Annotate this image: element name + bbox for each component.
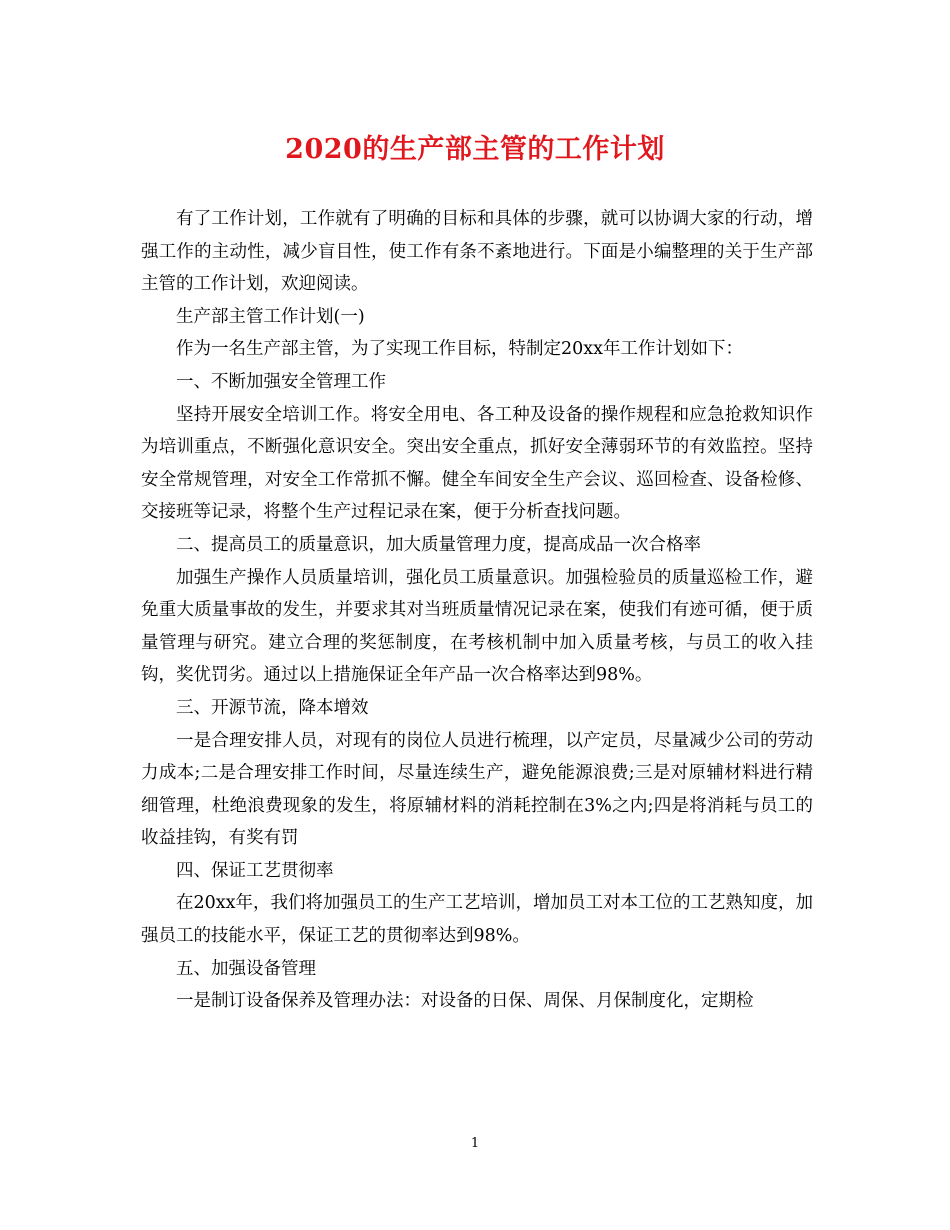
section-heading-safety: 一、不断加强安全管理工作 — [176, 371, 386, 392]
section-heading-equipment: 五、加强设备管理 — [176, 958, 316, 979]
intro-paragraph: 有了工作计划，工作就有了明确的目标和具体的步骤，就可以协调大家的行动，增强工作的主动性，减少盲目性，使工作有条不紊地进行。下面是小编整理的关于生产部主管的工作计划，欢迎阅读。 — [141, 209, 813, 295]
process-paragraph: 在20xx年，我们将加强员工的生产工艺培训，增加员工对本工位的工艺熟知度，加强员工的技能水平，保证工艺的贯彻率达到98%。 — [141, 893, 814, 947]
safety-paragraph: 坚持开展安全培训工作。将安全用电、各工种及设备的操作规程和应急抢救知识作为培训重点，不断强化意识安全。突出安全重点，抓好安全薄弱环节的有效监控。坚持安全常规管理，对安全工作常抓不懈。健全车间安全生产会议、巡回检查、设备检修、交接班等记录，将整个生产过程记录在案，便于分析查找问题。 — [141, 404, 813, 523]
page-number: 1 — [470, 1136, 480, 1151]
section-heading-quality: 二、提高员工的质量意识，加大质量管理力度，提高成品一次合格率 — [176, 534, 701, 555]
document-body — [141, 203, 813, 1018]
section-heading-process: 四、保证工艺贯彻率 — [176, 860, 334, 881]
section-heading-cost: 三、开源节流，降本增效 — [176, 697, 369, 718]
cost-paragraph: 一是合理安排人员，对现有的岗位人员进行梳理，以产定员，尽量减少公司的劳动力成本;二是合理安排工作时间，尽量连续生产，避免能源浪费;三是对原辅材料进行精细管理，杜绝浪费现象的发生，将原辅材料的消耗控制在3%之内;四是将消耗与员工的收益挂钩，有奖有罚 — [141, 730, 813, 849]
plan-intro-paragraph: 作为一名生产部主管，为了实现工作目标，特制定20xx年工作计划如下： — [176, 339, 744, 360]
section-heading-plan-one: 生产部主管工作计划(一) — [176, 306, 365, 327]
equipment-paragraph: 一是制订设备保养及管理办法：对设备的日保、周保、月保制度化，定期检 — [176, 991, 754, 1012]
quality-paragraph: 加强生产操作人员质量培训，强化员工质量意识。加强检验员的质量巡检工作，避免重大质量事故的发生，并要求其对当班质量情况记录在案，使我们有迹可循，便于质量管理与研究。建立合理的奖惩制度，在考核机制中加入质量考核，与员工的收入挂钩，奖优罚劣。通过以上措施保证全年产品一次合格率达到98%。 — [141, 567, 813, 686]
document-title: 2020的生产部主管的工作计划 — [285, 134, 665, 165]
